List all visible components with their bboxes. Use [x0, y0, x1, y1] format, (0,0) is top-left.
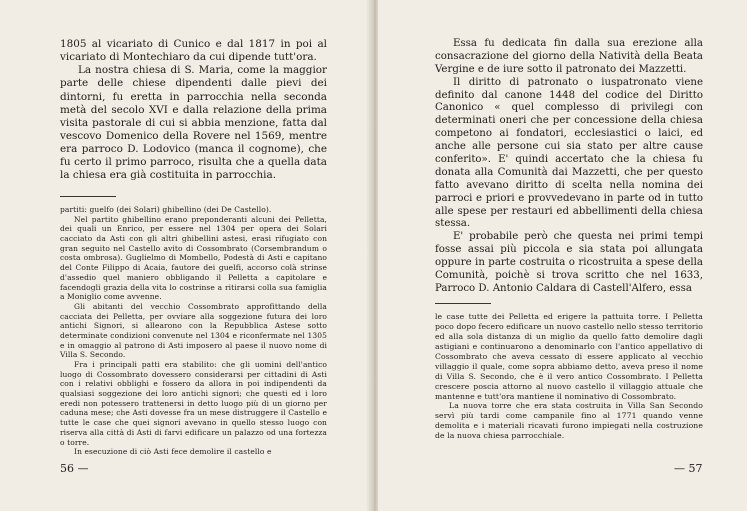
footnote-paragraph: Gli abitanti del vecchio Cossombrato approfittando della cacciata dei Pelletta, per ovviare alla soggezione futura dei loro antichi Signori, si allearono con la Repubblica Astese sotto determinate condizioni convenute nel 1304 e riconfermate nel 1305 e in omaggio al patrono di Asti imposero al paese il nuovo nome di Villa S. Secondo. [60, 301, 327, 360]
left-footnotes [60, 205, 327, 457]
right-main-text [435, 38, 703, 296]
footnote-paragraph: le case tutte dei Pelletta ed erigere la pattuita torre. I Pelletta poco dopo fecero edificare un nuovo castello nello stesso territorio ed alla sola distanza di un miglio da quello fatto demolire dagli astigiani e continuarono a denominarlo con l'antico appellativo di Cossombrato che aveva cessato di essere applicato al vecchio villaggio il quale, come sopra abbiamo detto, aveva preso il nome di Villa S. Secondo, che è il vero antico Cossombrato. I Pelletta crescere poscia attorno al nuovo castello il villaggio attuale che mantenne e tutt'ora mantiene il nominativo di Cossombrato. [435, 312, 703, 401]
paragraph: 1805 al vicariato di Cunico e dal 1817 in poi al vicariato di Montechiaro da cui dipende tutt'ora. [60, 38, 327, 64]
paragraph: La nostra chiesa di S. Maria, come la maggior parte delle chiese dipendenti dalle pievi dei dintorni, fu eretta in parrocchia nella seconda metà del secolo XVI e dalla relazione della prima visita pastorale di cui si abbia menzione, fatta dal vescovo Domenico della Rovere nel 1569, mentre era parroco D. Lodovico (manca il cognome), che fu certo il primo parroco, risulta che a quella data la chiesa era già costituita in parrocchia. [60, 64, 327, 182]
footnote-paragraph: In esecuzione di ciò Asti fece demolire il castello e [74, 447, 272, 457]
paragraph: Il diritto di patronato o iuspatronato viene definito dal canone 1448 del codice del Diritto Canonico « quel complesso di privilegi con determinati oneri che per concessione della chiesa competono ai fondatori, ecclesiastici o laici, ed anche alle persone cui sia stato per altre cause conferito». E' quindi accertato che la chiesa fu donata alla Comunità dai Mazzetti, che per questo fatto avevano diritto di scelta nella nomina dei parroci e priori e provvedevano in parte od in tutto alle spese per restauri ed abbellimenti della chiesa stessa. [435, 76, 703, 230]
paragraph: E' probabile però che questa nei primi tempi fosse assai più piccola e sia stata poi allungata oppure in parte costruita o ricostruita a spese della Comunità, poichè si trova scritto che nel 1633, Parroco D. Antonio Caldara di Castell'Alfero, essa [435, 231, 703, 294]
page-number-right: — 57 [674, 462, 703, 475]
left-main-text [60, 38, 327, 183]
footnote-paragraph: Nel partito ghibellino erano preponderanti alcuni dei Pelletta, dei quali un Enrico, per essere nel 1304 per opera dei Solari cacciato da Asti con gli altri ghibellini astesi, erasi rifugiato con gran seguito nel Castello avito di Cossombrato (Corsembrandum o costa ombrosa). Guglielmo di Mombello, Podestà di Asti e capitano del Conte Filippo di Acaia, fautore dei guelfi, accorso colà strinse d'assedio quel maniero obbligando il Pelletta a capitolare e facendogli grazia della vita lo costrinse a ritirarsi colla sua famiglia a Moniglio come avvenne. [60, 214, 327, 302]
footnote-paragraph: partiti: guelfo (dei Solari) ghibellino (dei De Castello). [60, 205, 272, 214]
footnote-rule [435, 303, 491, 304]
right-footnotes [435, 312, 703, 441]
footnote-paragraph: La nuova torre che era stata costruita in Villa San Secondo servì più tardi come campanile fino al 1771 quando venne demolita e i materiali ricavati furono impiegati nella costruzione de la nuova chiesa parrocchiale. [435, 401, 703, 441]
footnote-rule [60, 196, 116, 197]
left-page [0, 0, 372, 511]
paragraph: Essa fu dedicata fin dalla sua erezione alla consacrazione del giorno della Natività della Beata Vergine e de iure sotto il patronato dei Mazzetti. [435, 38, 703, 75]
footnote-paragraph: Fra i principali patti era stabilito: che gli uomini dell'antico luogo di Cossombrato dovessero considerarsi per cittadini di Asti con i relativi obblighi e fossero da allora in poi indipendenti da qualsiasi soggezione dei loro antichi signori; che questi ed i loro eredi non potessero trattenersi in detto luogo più di un giorno per caduna mese; che Asti dovesse fra un mese distruggere il Castello e tutte le case che quei signori avevano in quello stesso luogo con riserva alla città di Asti di farvi edificare un palazzo od una fortezza o torre. [60, 360, 327, 447]
page-number-left: 56 — [60, 462, 89, 475]
right-page [378, 0, 747, 511]
